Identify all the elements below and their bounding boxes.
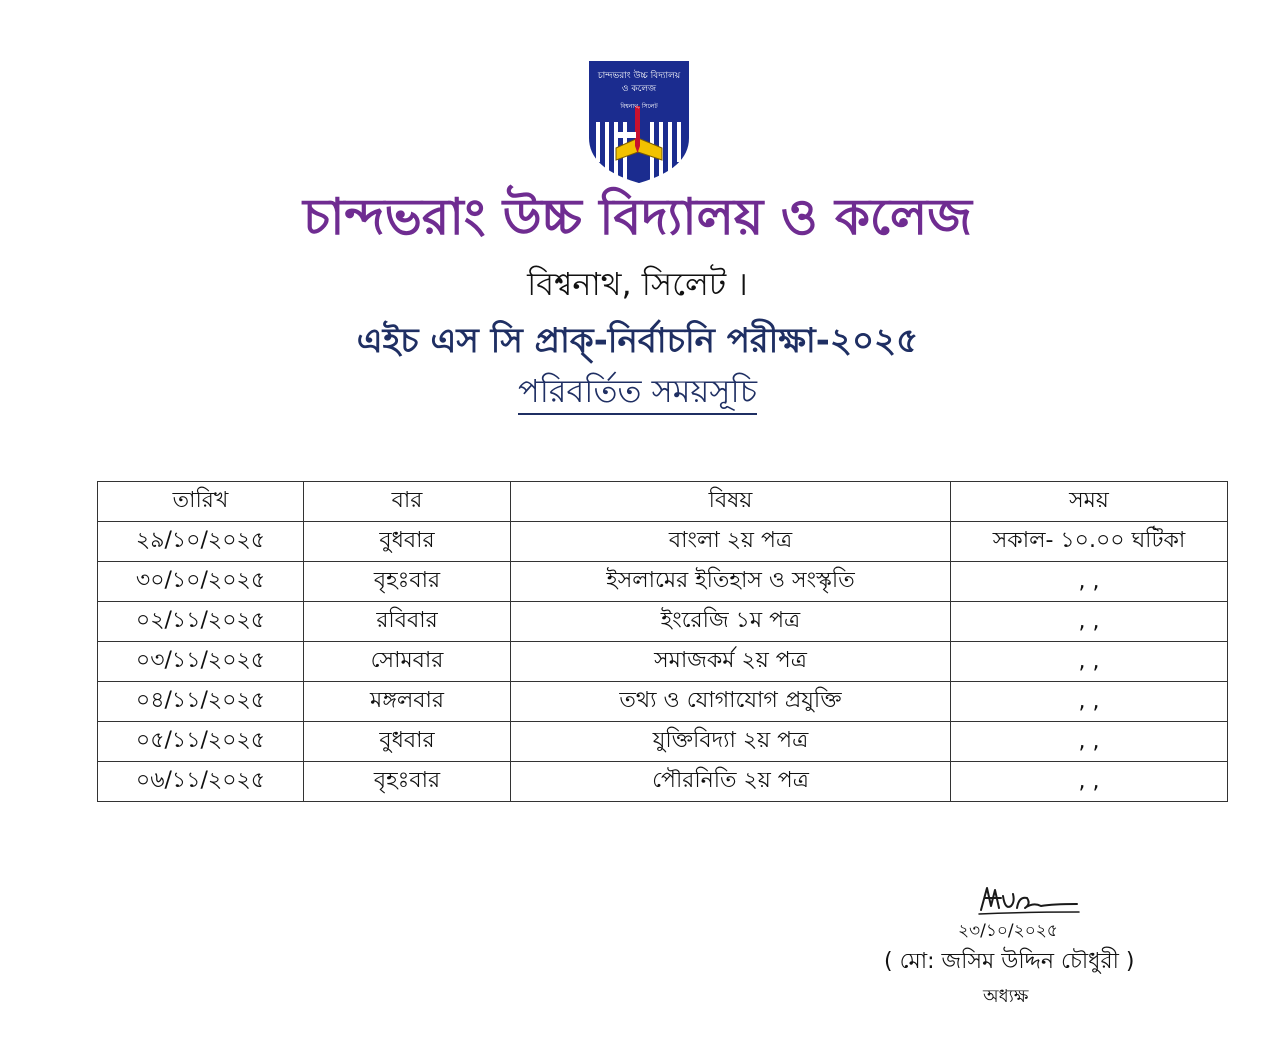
cell-time: সকাল- ১০.০০ ঘটিকা <box>951 522 1228 562</box>
signatory-name: ( মো: জসিম উদ্দিন চৌধুরী ) <box>884 949 1135 974</box>
location: বিশ্বনাথ, সিলেট । <box>527 265 748 303</box>
table-row <box>98 722 1228 762</box>
table-row <box>98 522 1228 562</box>
cell-day: বৃহঃবার <box>304 562 511 602</box>
table-row <box>98 562 1228 602</box>
cell-time: , , <box>951 682 1228 722</box>
cell-date: ০২/১১/২০২৫ <box>98 602 304 642</box>
cell-day: বুধবার <box>304 522 511 562</box>
logo-text-line1: চান্দভরাং উচ্চ বিদ্যালয় <box>597 71 681 81</box>
cell-time: , , <box>951 642 1228 682</box>
schedule-title-wrap <box>0 370 1275 415</box>
header-subject: বিষয় <box>511 482 951 522</box>
signatory-title: অধ্যক্ষ <box>983 986 1029 1007</box>
header-date: তারিখ <box>98 482 304 522</box>
cell-day: মঙ্গলবার <box>304 682 511 722</box>
logo-text-line3: বিশ্বনাথ, সিলেট <box>620 103 658 110</box>
header-day: বার <box>304 482 511 522</box>
logo-text-line2: ও কলেজ <box>621 84 657 94</box>
table-row <box>98 602 1228 642</box>
cell-subject: ইংরেজি ১ম পত্র <box>511 602 951 642</box>
table-header-row <box>98 482 1228 522</box>
cell-subject: পৌরনিতি ২য় পত্র <box>511 762 951 802</box>
header-time: সময় <box>951 482 1228 522</box>
cell-day: বুধবার <box>304 722 511 762</box>
cell-time: , , <box>951 602 1228 642</box>
cell-time: , , <box>951 762 1228 802</box>
schedule-table <box>97 481 1228 802</box>
cell-day: সোমবার <box>304 642 511 682</box>
signature-date: ২৩/১০/২০২৫ <box>958 921 1058 941</box>
cell-time: , , <box>951 722 1228 762</box>
cell-date: ৩০/১০/২০২৫ <box>98 562 304 602</box>
cell-subject: ইসলামের ইতিহাস ও সংস্কৃতি <box>511 562 951 602</box>
cell-date: ২৯/১০/২০২৫ <box>98 522 304 562</box>
table-row <box>98 682 1228 722</box>
schedule-title: পরিবর্তিত সময়সূচি <box>518 370 757 415</box>
table-row <box>98 642 1228 682</box>
cell-time: , , <box>951 562 1228 602</box>
table-row <box>98 762 1228 802</box>
handwritten-signature <box>975 882 1085 920</box>
exam-title: এইচ এস সি প্রাক্-নির্বাচনি পরীক্ষা-২০২৫ <box>356 321 919 361</box>
cell-date: ০৪/১১/২০২৫ <box>98 682 304 722</box>
cell-date: ০৩/১১/২০২৫ <box>98 642 304 682</box>
cell-subject: বাংলা ২য় পত্র <box>511 522 951 562</box>
institute-name: চান্দভরাং উচ্চ বিদ্যালয় ও কলেজ <box>302 188 973 246</box>
cell-subject: তথ্য ও যোগাযোগ প্রযুক্তি <box>511 682 951 722</box>
cell-day: বৃহঃবার <box>304 762 511 802</box>
cell-date: ০৬/১১/২০২৫ <box>98 762 304 802</box>
cell-subject: সমাজকর্ম ২য় পত্র <box>511 642 951 682</box>
cell-date: ০৫/১১/২০২৫ <box>98 722 304 762</box>
cell-day: রবিবার <box>304 602 511 642</box>
cell-subject: যুক্তিবিদ্যা ২য় পত্র <box>511 722 951 762</box>
